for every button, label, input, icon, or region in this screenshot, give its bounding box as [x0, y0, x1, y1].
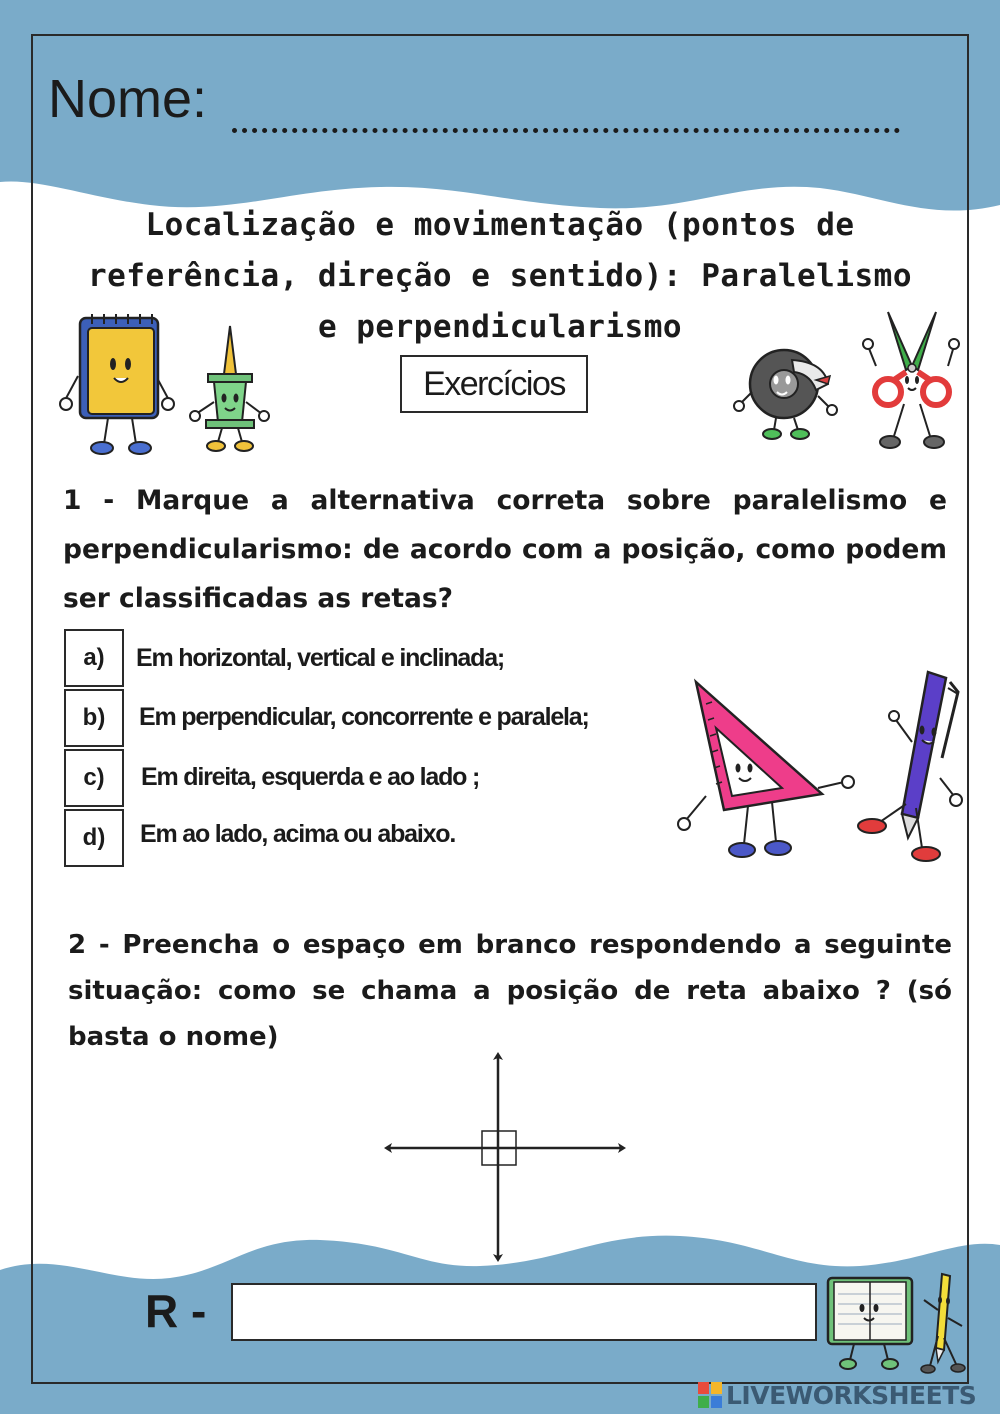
question-2-text: 2 - Preencha o espaço em branco respondendo a seguinte situação: como se chama a posição de reta abaixo ? (só basta o nome) — [68, 930, 952, 1052]
answer-label: R - — [145, 1285, 207, 1337]
option-a-text: Em horizontal, vertical e inclinada; — [136, 644, 505, 672]
perpendicular-lines-diagram — [380, 1052, 630, 1262]
pushpin-character-icon — [186, 322, 272, 454]
set-square-character-icon — [672, 676, 864, 866]
name-input-line[interactable] — [232, 128, 900, 133]
option-d-box[interactable]: d) — [64, 809, 124, 867]
scissors-character-icon — [858, 306, 962, 456]
option-c-text: Em direita, esquerda e ao lado ; — [141, 763, 480, 791]
name-label: Nome: — [48, 69, 208, 129]
option-d-text: Em ao lado, acima ou abaixo. — [140, 820, 456, 848]
notebook-character-icon — [58, 306, 176, 458]
option-a-box[interactable]: a) — [64, 629, 124, 687]
brand-text: LIVEWORKSHEETS — [726, 1380, 977, 1410]
page-title — [50, 200, 950, 353]
tape-character-icon — [732, 340, 840, 444]
option-b-box[interactable]: b) — [64, 689, 124, 747]
option-b-text: Em perpendicular, concorrente e paralela; — [139, 703, 589, 731]
pen-character-icon — [850, 668, 964, 872]
liveworksheets-logo-icon — [698, 1382, 722, 1408]
title-line-3: e perpendicularismo — [317, 309, 683, 345]
brand-watermark[interactable] — [698, 1380, 994, 1410]
section-badge: Exercícios — [400, 355, 588, 413]
answer-input[interactable] — [231, 1283, 817, 1341]
notebook-pen-character-icon — [820, 1270, 970, 1374]
title-line-2: referência, direção e sentido): Paralelismo — [87, 258, 913, 294]
question-1-text: 1 - Marque a alternativa correta sobre paralelismo e perpendicularismo: de acordo com a posição, como podem ser classificadas as retas? — [63, 485, 947, 614]
option-c-box[interactable]: c) — [64, 749, 124, 807]
title-line-1: Localização e movimentação (pontos de — [145, 207, 855, 243]
